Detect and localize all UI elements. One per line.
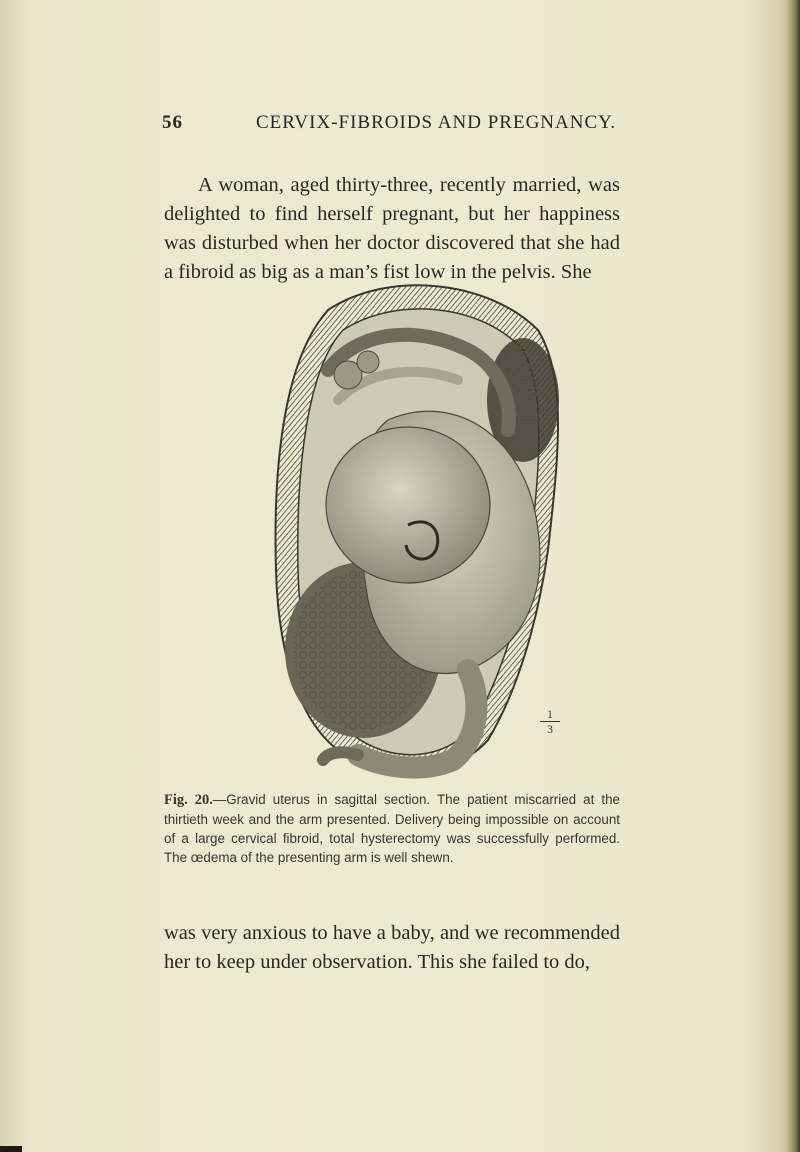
svg-text:​: ​ [263, 687, 272, 691]
uterus-illustration [263, 270, 568, 790]
page-number: 56 [162, 112, 183, 133]
figure-caption [164, 790, 620, 867]
caption-text: —Gravid uterus in sagittal section. The patient miscarried at the thirtieth week and the arm presented. Delivery being impossible on account of a large cervical fibroid, total hysterectomy was successfully performed. The œdema of the presenting arm is well shewn. [164, 792, 620, 865]
body-paragraph-2: was very anxious to have a baby, and we recommended her to keep under observation. This she failed to do, [164, 921, 620, 973]
running-title: CERVIX-FIBROIDS AND PREGNANCY. [256, 112, 617, 133]
scale-denominator: 3 [547, 722, 553, 736]
scale-fraction [540, 708, 560, 735]
page-edge-shadow [786, 0, 800, 1152]
running-header [162, 112, 642, 138]
scale-numerator: 1 [540, 708, 560, 722]
figure-illustration [263, 270, 568, 790]
page-corner-shadow [0, 1146, 22, 1152]
body-paragraph-1: A woman, aged thirty-three, recently married, was delighted to find herself pregnant, but her happiness was disturbed when her doctor discovered that she had a fibroid as big as a man’s fist low in the pelvis. She [164, 173, 620, 283]
figure-label: Fig. 20. [164, 792, 213, 808]
